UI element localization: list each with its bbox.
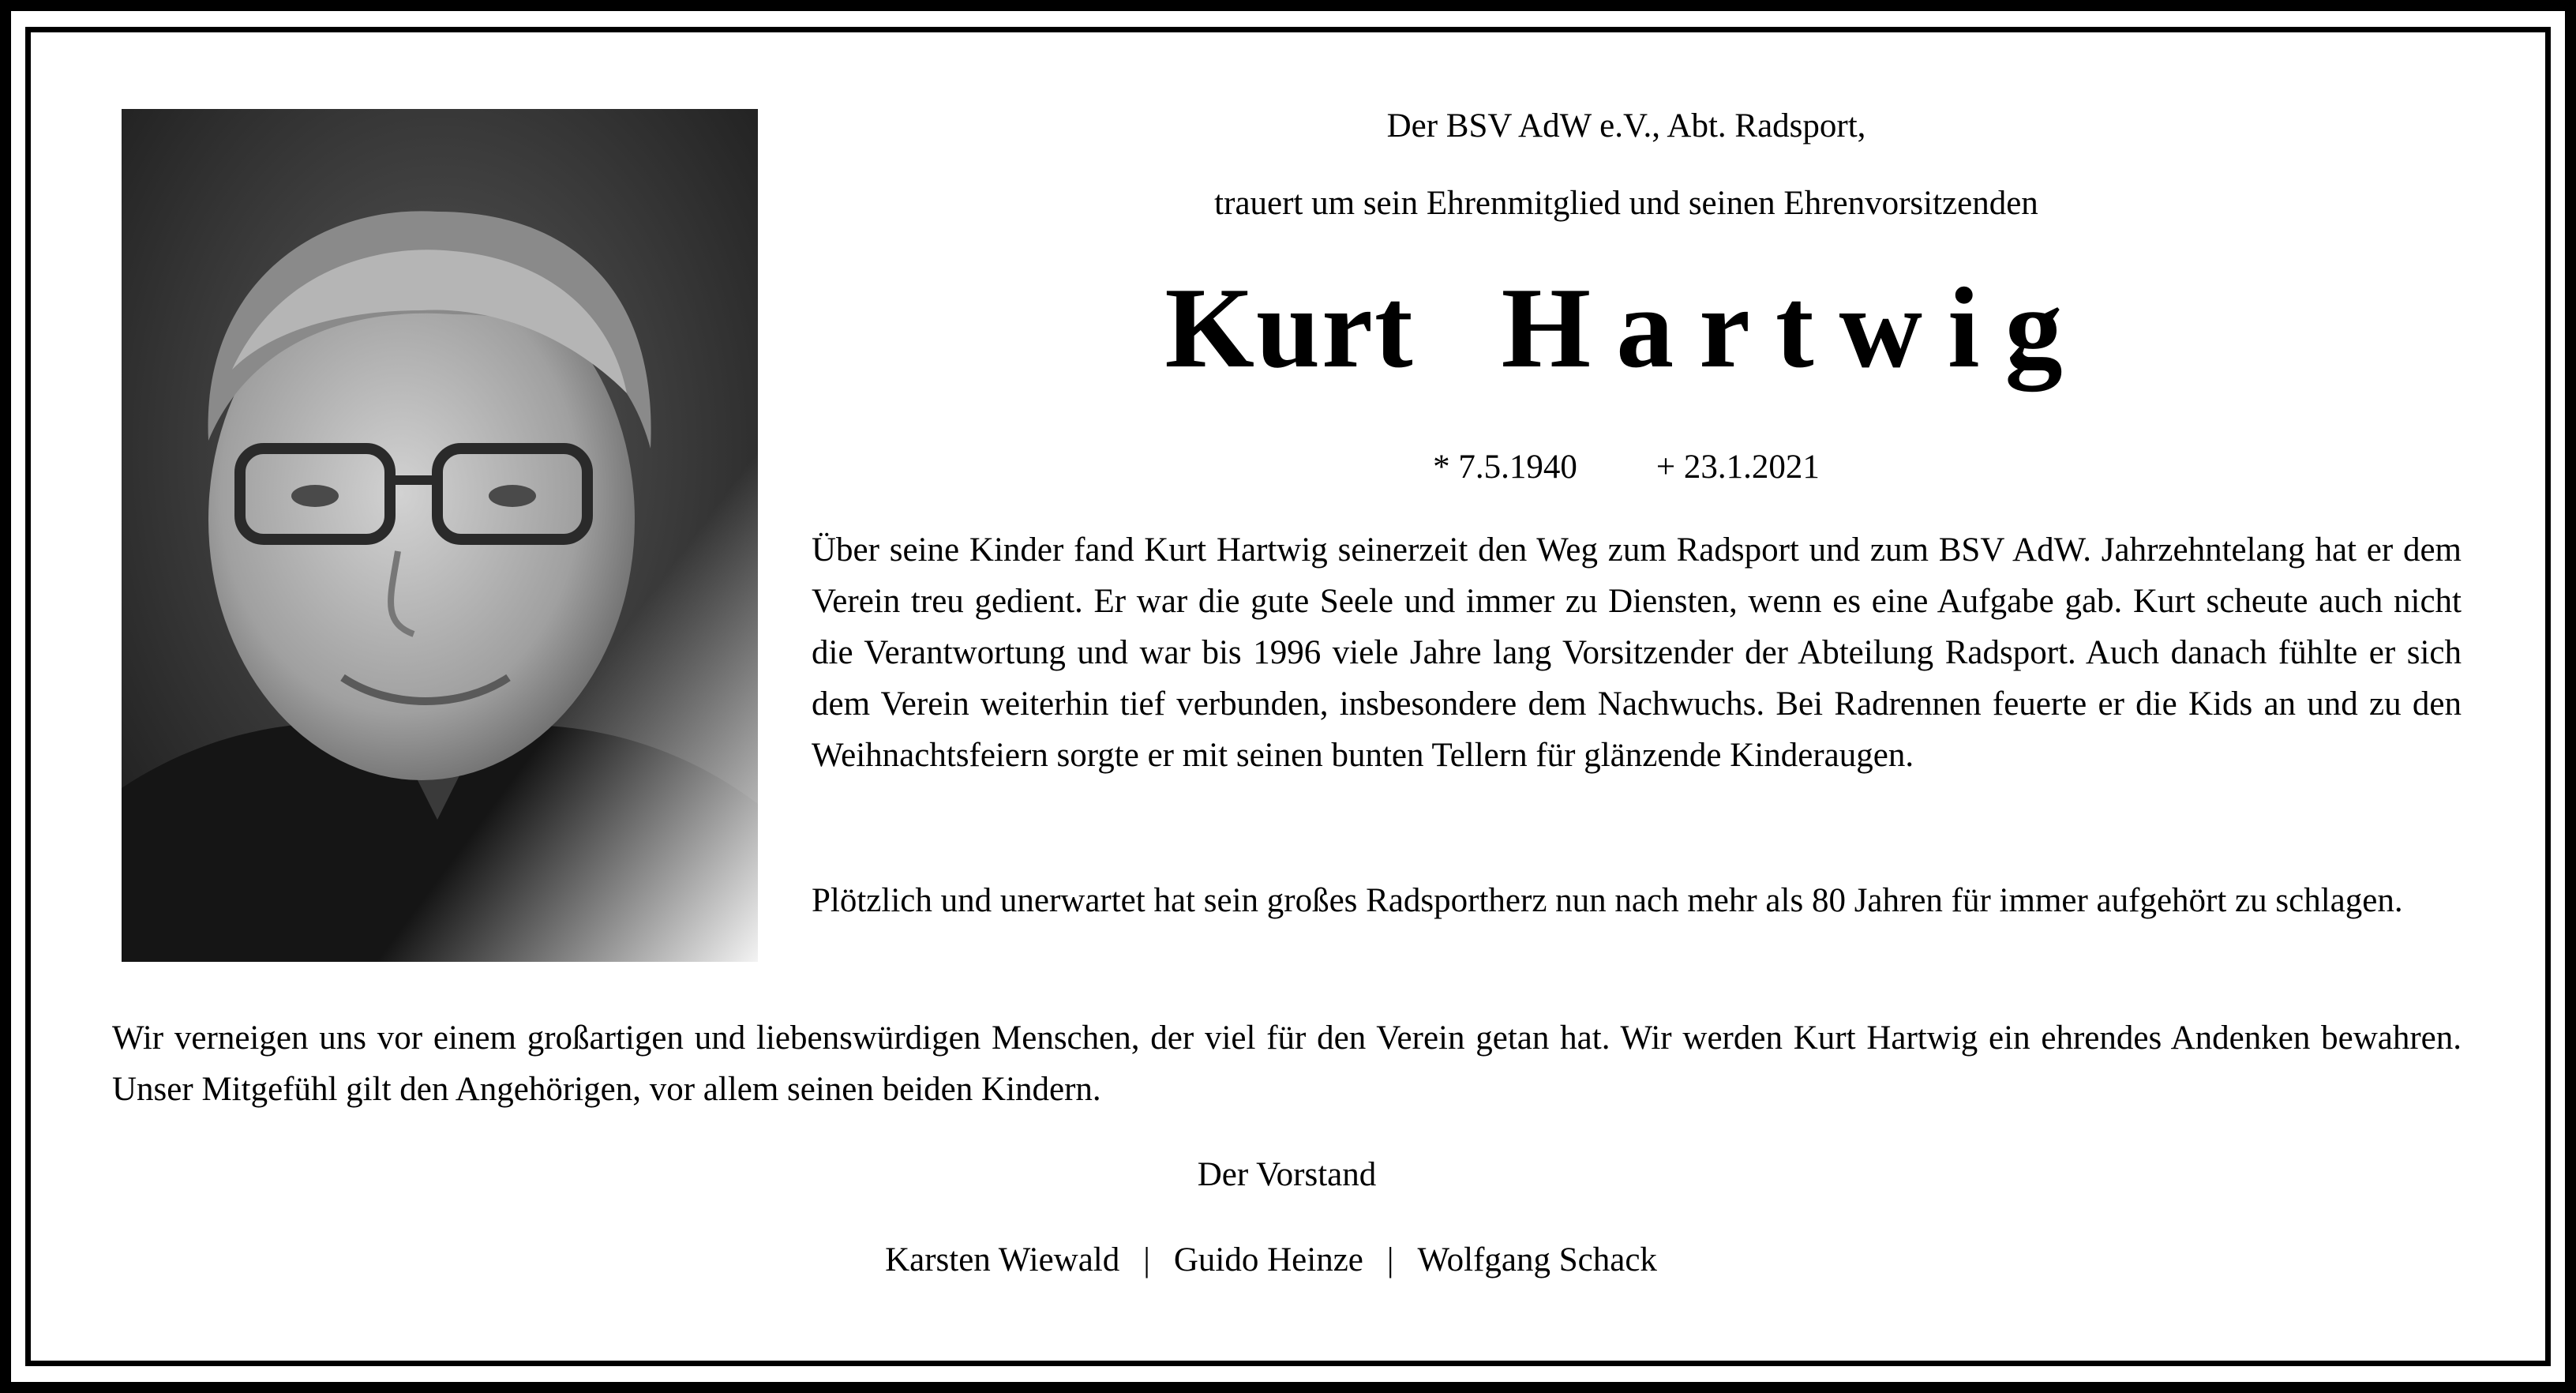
signer-name: Wolfgang Schack (1417, 1241, 1657, 1278)
header-line-club: Der BSV AdW e.V., Abt. Radsport, (1386, 107, 1866, 145)
tribute-paragraph-3: Wir verneigen uns vor einem großartigen und liebenswürdigen Menschen, der viel für den Verein getan hat. Wir werden Kurt Hartwig ein ehrendes Andenken bewahren. Unser Mitgefühl gilt den Angehörigen, vor allem seinen beiden Kindern. (112, 1019, 2462, 1108)
separator: | (1143, 1241, 1150, 1278)
tribute-paragraph-1: Über seine Kinder fand Kurt Hartwig seinerzeit den Weg zum Radsport und zum BSV AdW. Jahrzehntelang hat er dem Verein treu gedient. Er war die gute Seele und immer zu Diensten, wenn es eine Aufgabe gab. Kurt scheute auch nicht die Verantwortung und war bis 1996 viele Jahre lang Vorsitzender der Abteilung Radsport. Auch danach fühlte er sich dem Verein weiterhin tief verbunden, insbesondere dem Nachwuchs. Bei Radrennen feuerte er die Kids an und zu den Weihnachtsfeiern sorgte er mit seinen bunten Tellern für glänzende Kinderaugen. (812, 531, 2462, 774)
death-date: + 23.1.2021 (1655, 449, 1820, 486)
deceased-name (758, 264, 2495, 392)
signer-name: Karsten Wiewald (885, 1241, 1120, 1278)
signers-list (758, 1243, 1784, 1277)
tribute-paragraph-2: Plötzlich und unerwartet hat sein großes Radsportherz nun nach mehr als 80 Jahren für immer aufgehört zu schlagen. (812, 882, 2403, 919)
signer-name: Guido Heinze (1173, 1241, 1363, 1278)
separator: | (1386, 1241, 1394, 1278)
first-name: Kurt (1164, 264, 1415, 392)
signoff-board: Der Vorstand (1197, 1156, 1377, 1193)
last-name: Hartwig (1501, 264, 2088, 392)
header-line-mourning: trauert um sein Ehrenmitglied und seinen Ehrenvorsitzenden (1214, 185, 2038, 222)
portrait-photo-icon (122, 109, 758, 962)
life-dates (758, 450, 2495, 484)
birth-date: * 7.5.1940 (1433, 449, 1577, 486)
